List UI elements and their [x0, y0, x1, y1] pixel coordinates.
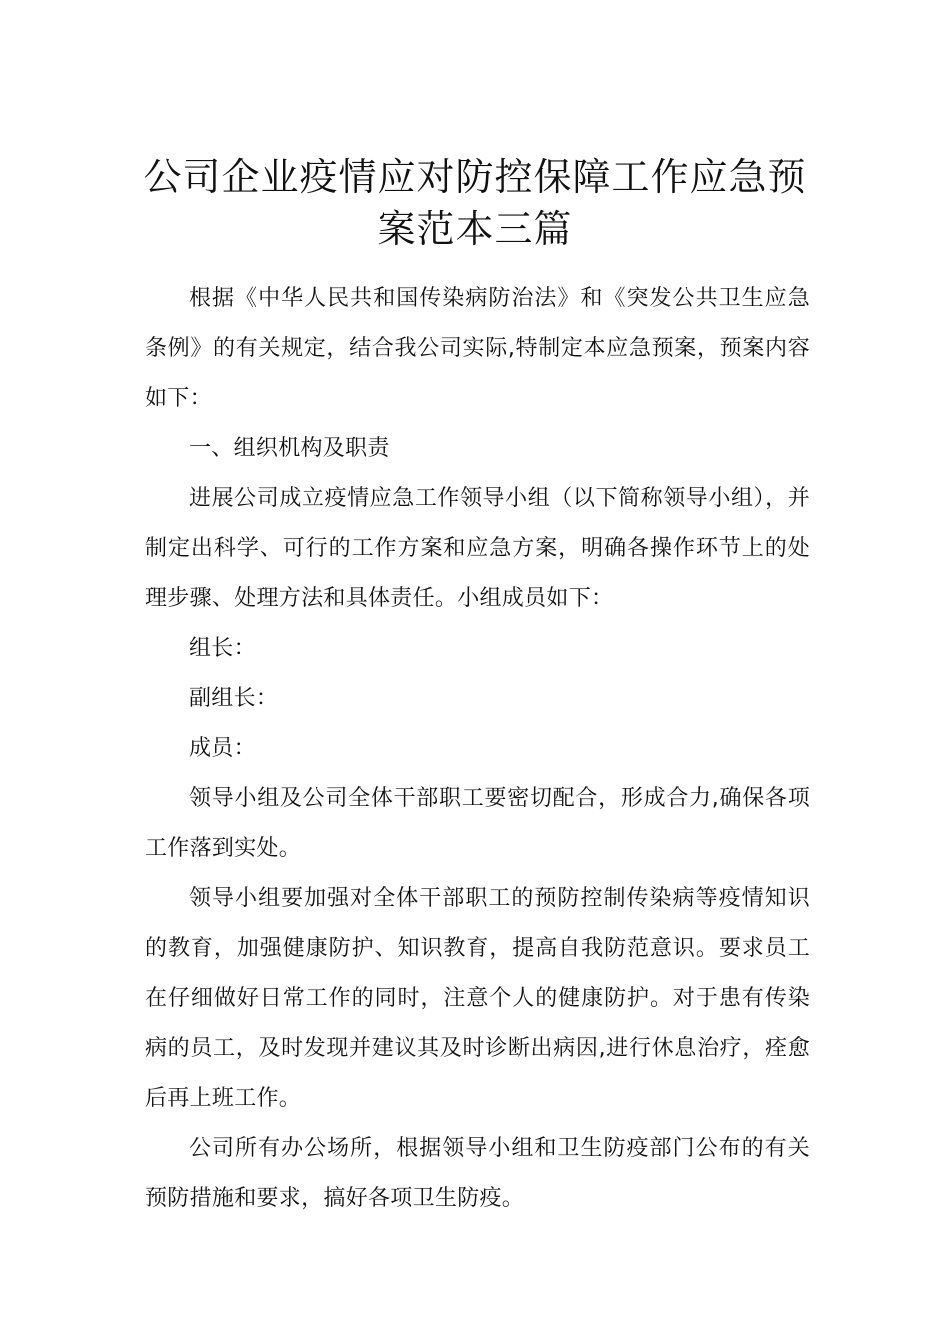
member-deputy-leader: 副组长：: [189, 686, 279, 711]
paragraph-office-hygiene: 公司所有办公场所，根据领导小组和卫生防疫部门公布的有关预防措施和要求，搞好各项卫生防疫。: [145, 1136, 810, 1211]
section-heading-organization: 一、组织机构及职责: [189, 436, 390, 461]
member-members: 成员：: [189, 736, 256, 761]
document-title: [120, 151, 830, 255]
paragraph-leadership-group: 进展公司成立疫情应急工作领导小组（以下简称领导小组），并制定出科学、可行的工作方案和应急方案，明确各操作环节上的处理步骤、处理方法和具体责任。小组成员如下：: [145, 486, 810, 611]
paragraph-education: 领导小组要加强对全体干部职工的预防控制传染病等疫情知识的教育，加强健康防护、知识教育，提高自我防范意识。要求员工在仔细做好日常工作的同时，注意个人的健康防护。对于患有传染病的员工，及时发现并建议其及时诊断出病因,进行休息治疗，痊愈后再上班工作。: [145, 886, 810, 1111]
member-leader: 组长：: [189, 636, 256, 661]
title-line-2: 案范本三篇: [377, 207, 573, 252]
paragraph-cooperation: 领导小组及公司全体干部职工要密切配合，形成合力,确保各项工作落到实处。: [145, 786, 810, 861]
document-body: [145, 274, 810, 1224]
title-line-1: 公司企业疫情应对防控保障工作应急预: [143, 155, 807, 200]
paragraph-legal-basis: 根据《中华人民共和国传染病防治法》和《突发公共卫生应急条例》的有关规定，结合我公司实际,特制定本应急预案，预案内容如下：: [145, 286, 810, 411]
